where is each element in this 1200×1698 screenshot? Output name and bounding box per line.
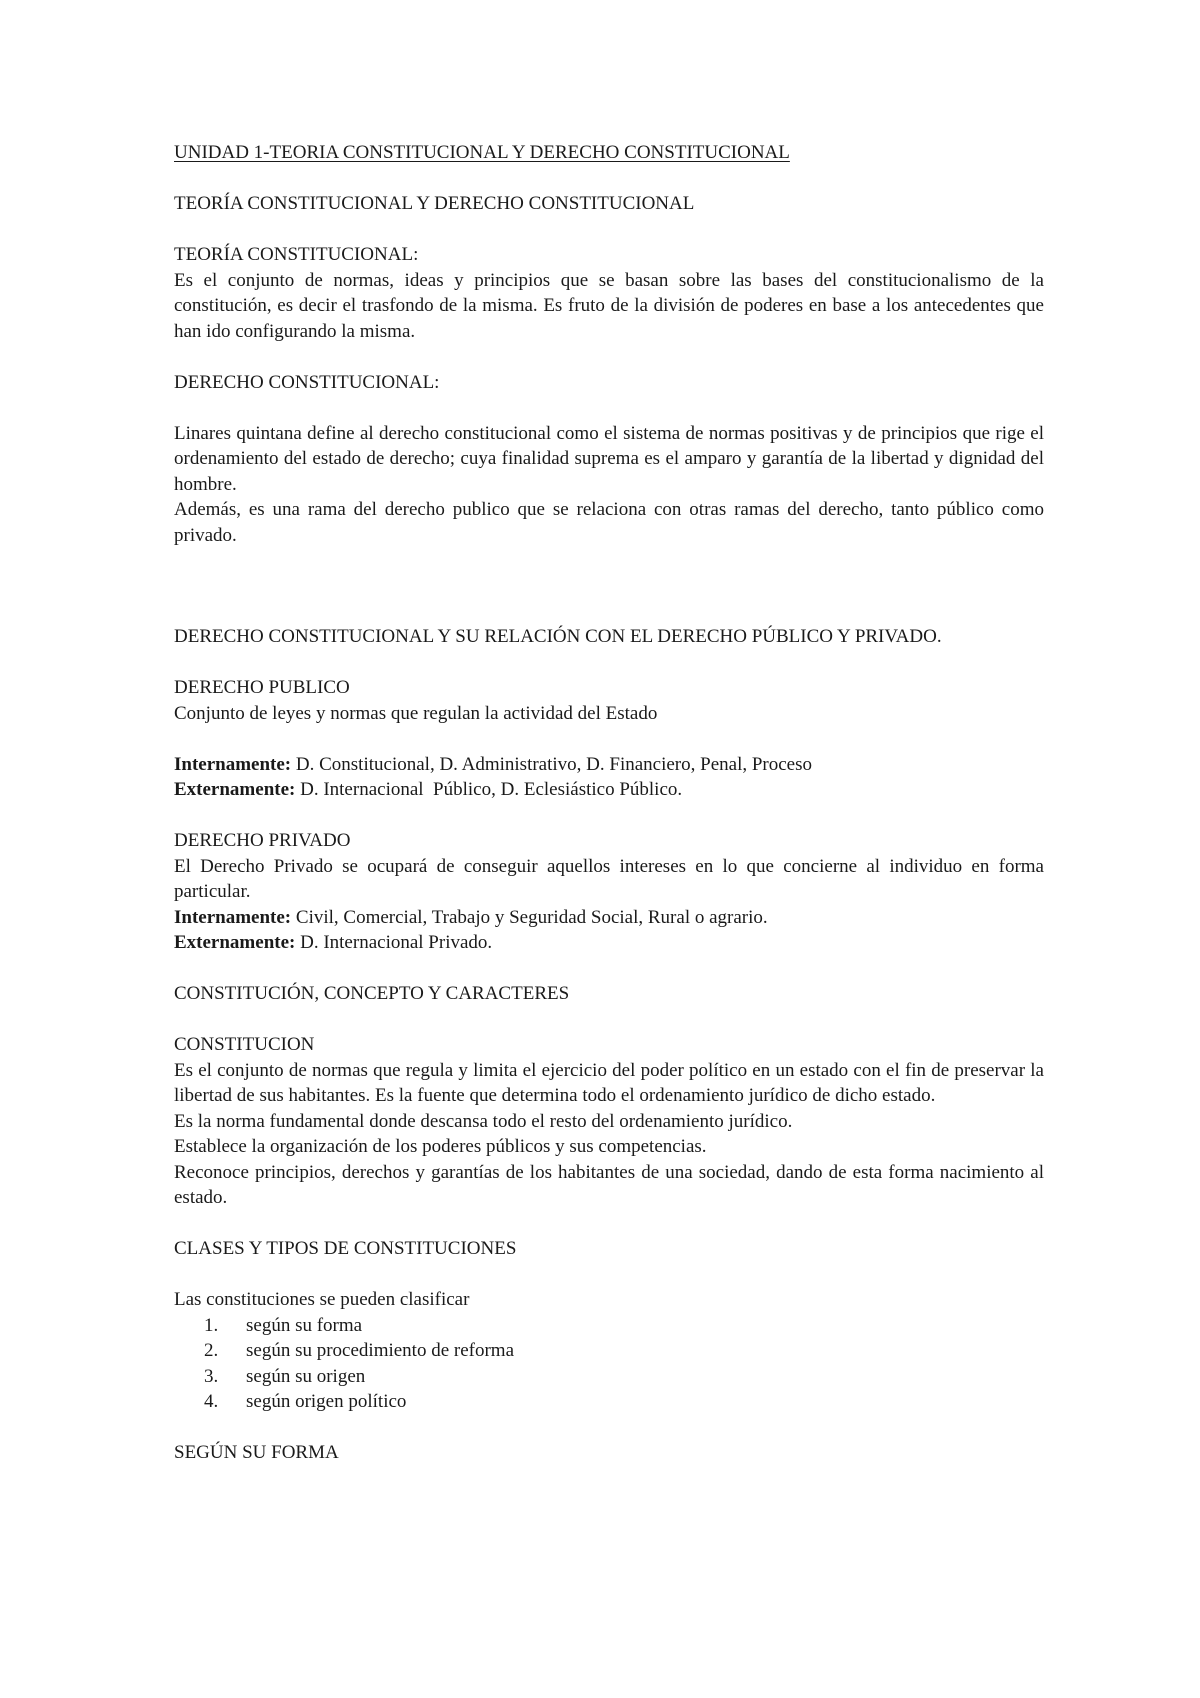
- list-item-number: 2.: [204, 1340, 219, 1361]
- paragraph-constitucion-2: Es la norma fundamental donde descansa todo el resto del ordenamiento jurídico.: [174, 1110, 793, 1132]
- paragraph-privado: El Derecho Privado se ocupará de conseguir aquellos intereses en lo que concierne al individuo en forma particular.: [174, 855, 1044, 902]
- paragraph-constitucion-1: Es el conjunto de normas que regula y limita el ejercicio del poder político en un estado con el fin de preservar la libertad de sus habitantes. Es la fuente que determina todo el ordenamiento jurídico de dicho estado.: [174, 1059, 1044, 1106]
- document-title: UNIDAD 1-TEORIA CONSTITUCIONAL Y DERECHO CONSTITUCIONAL: [174, 142, 790, 163]
- list-item: [174, 1313, 1044, 1339]
- paragraph-clases: Las constituciones se pueden clasificar: [174, 1289, 470, 1310]
- list-item-text: según origen político: [246, 1391, 407, 1412]
- clasificacion-list: [174, 1313, 1044, 1415]
- publico-internamente-label: Internamente:: [174, 753, 292, 775]
- list-item-text: según su procedimiento de reforma: [246, 1340, 515, 1361]
- section-heading-privado: DERECHO PRIVADO: [174, 830, 351, 851]
- section-heading-clases: CLASES Y TIPOS DE CONSTITUCIONES: [174, 1238, 517, 1259]
- section-heading-constitucion: CONSTITUCION: [174, 1034, 315, 1055]
- privado-externamente-text: D. Internacional Privado.: [295, 932, 493, 953]
- privado-internamente: [174, 905, 1044, 931]
- paragraph-constitucion-3: Establece la organización de los poderes públicos y sus competencias.: [174, 1136, 707, 1157]
- section-heading-publico: DERECHO PUBLICO: [174, 677, 350, 698]
- privado-externamente: [174, 930, 1044, 956]
- paragraph-constitucion-4: Reconoce principios, derechos y garantías de los habitantes de una sociedad, dando de esta forma nacimiento al estado.: [174, 1161, 1044, 1208]
- list-item: [174, 1364, 1044, 1390]
- paragraph-derecho-2: Además, es una rama del derecho publico que se relaciona con otras ramas del derecho, tanto público como privado.: [174, 499, 1044, 546]
- list-item-number: 4.: [204, 1391, 219, 1412]
- list-item-text: según su origen: [246, 1365, 366, 1387]
- paragraph-publico: Conjunto de leyes y normas que regulan la actividad del Estado: [174, 702, 658, 724]
- list-item-number: 3.: [204, 1365, 219, 1387]
- list-item-text: según su forma: [246, 1314, 363, 1336]
- section-heading-teoria-derecho: TEORÍA CONSTITUCIONAL Y DERECHO CONSTITUCIONAL: [174, 193, 695, 214]
- list-item-number: 1.: [204, 1314, 219, 1336]
- privado-internamente-label: Internamente:: [174, 906, 292, 928]
- list-item: [174, 1338, 1044, 1364]
- privado-internamente-text: Civil, Comercial, Trabajo y Seguridad Social, Rural o agrario.: [291, 906, 768, 928]
- list-item: [174, 1389, 1044, 1415]
- document-page: [174, 140, 1044, 1466]
- section-heading-teoria: TEORÍA CONSTITUCIONAL:: [174, 244, 419, 265]
- privado-externamente-label: Externamente:: [174, 932, 296, 953]
- section-heading-derecho: DERECHO CONSTITUCIONAL:: [174, 371, 440, 393]
- paragraph-derecho-1: Linares quintana define al derecho constitucional como el sistema de normas positivas y de principios que rige el ordenamiento del estado de derecho; cuya finalidad suprema es el amparo y garantía de la libertad y dignidad del hombre.: [174, 422, 1044, 495]
- publico-externamente: [174, 777, 1044, 803]
- publico-internamente-text: D. Constitucional, D. Administrativo, D. Financiero, Penal, Proceso: [291, 753, 812, 775]
- publico-externamente-text: D. Internacional Público, D. Eclesiástico Público.: [295, 779, 683, 800]
- section-heading-forma: SEGÚN SU FORMA: [174, 1442, 339, 1463]
- section-heading-constitucion-concepto: CONSTITUCIÓN, CONCEPTO Y CARACTERES: [174, 983, 570, 1004]
- publico-internamente: [174, 752, 1044, 778]
- publico-externamente-label: Externamente:: [174, 779, 296, 800]
- paragraph-teoria: Es el conjunto de normas, ideas y principios que se basan sobre las bases del constitucionalismo de la constitución, es decir el trasfondo de la misma. Es fruto de la división de poderes en base a los antecedentes que han ido configurando la misma.: [174, 269, 1044, 342]
- section-heading-relacion: DERECHO CONSTITUCIONAL Y SU RELACIÓN CON EL DERECHO PÚBLICO Y PRIVADO.: [174, 626, 942, 647]
